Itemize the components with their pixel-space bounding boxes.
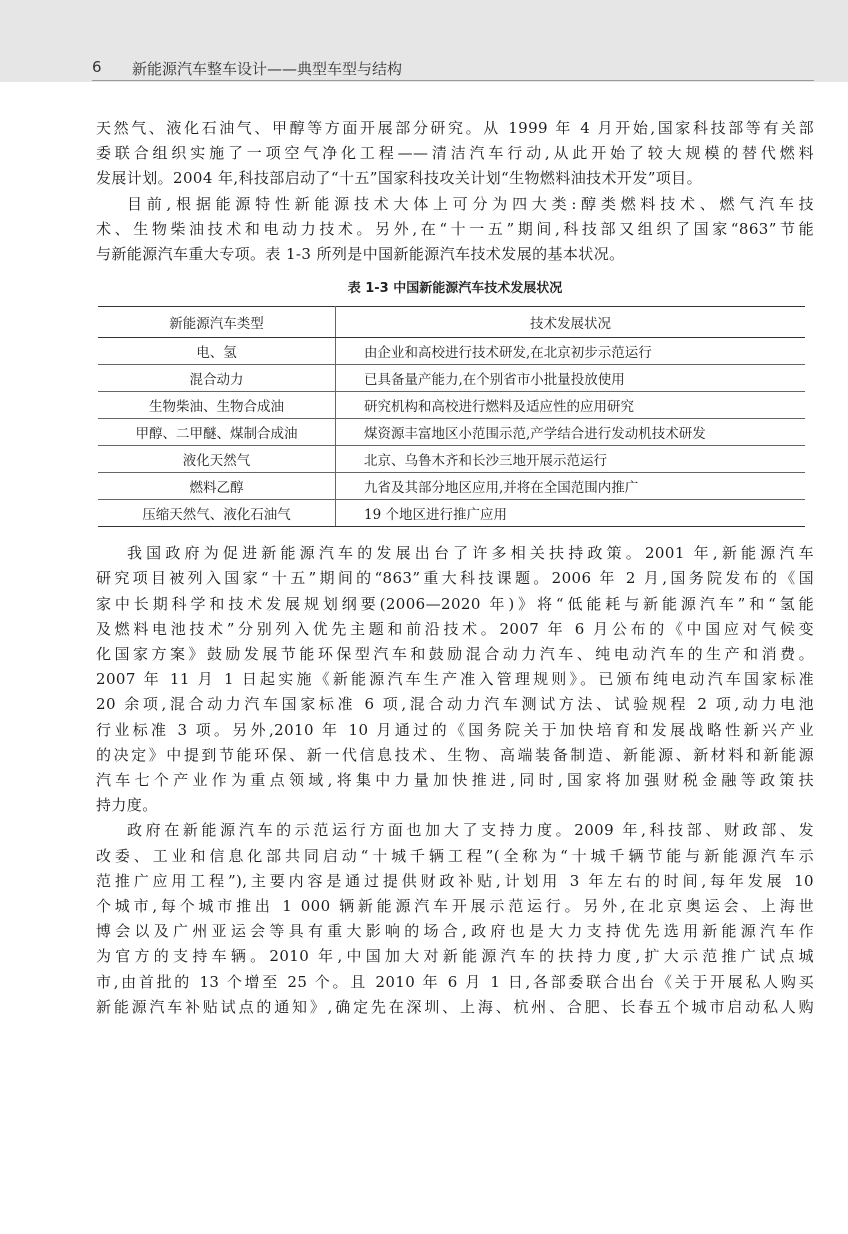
text-line: 目前,根据能源特性新能源技术大体上可分为四大类:醇类燃料技术、燃气汽车技: [127, 194, 814, 213]
paragraph-1: [96, 116, 814, 192]
text-line: 政府在新能源汽车的示范运行方面也加大了支持力度。2009 年,科技部、财政部、发: [127, 821, 814, 840]
text-line: 委联合组织实施了一项空气净化工程——清洁汽车行动,从此开始了较大规模的替代燃料: [96, 144, 814, 163]
text-line: 市,由首批的 13 个增至 25 个。且 2010 年 6 月 1 日,各部委联合出台《关于开展私人购买: [96, 972, 814, 991]
status-cell: 煤资源丰富地区小范围示范,产学结合进行发动机技术研发: [336, 419, 806, 446]
text-line: 及燃料电池技术”分别列入优先主题和前沿技术。2007 年 6 月公布的《中国应对气候变: [96, 619, 814, 638]
table-row: [98, 446, 805, 473]
text-line: 20 余项,混合动力汽车国家标准 6 项,混合动力汽车测试方法、试验规程 2 项,动力电池: [96, 695, 814, 714]
vehicle-type-cell: 燃料乙醇: [98, 473, 336, 500]
vehicle-type-cell: 电、氢: [98, 338, 336, 365]
table-row: [98, 392, 805, 419]
column-header-type: 新能源汽车类型: [98, 307, 336, 338]
text-line: 持力度。: [96, 796, 158, 815]
page-number: 6: [92, 58, 102, 76]
table-row: [98, 338, 805, 365]
text-line: 汽车七个产业作为重点领域,将集中力量加快推进,同时,国家将加强财税金融等政策扶: [96, 771, 814, 790]
vehicle-type-cell: 生物柴油、生物合成油: [98, 392, 336, 419]
status-cell: 已具备量产能力,在个别省市小批量投放使用: [336, 365, 806, 392]
paragraph-3: [96, 541, 814, 818]
text-line: 新能源汽车补贴试点的通知》,确定先在深圳、上海、杭州、合肥、长春五个城市启动私人购: [96, 997, 814, 1016]
paragraph-4: [96, 818, 814, 1020]
text-line: 范推广应用工程”),主要内容是通过提供财政补贴,计划用 3 年左右的时间,每年发展 10: [96, 871, 814, 890]
status-cell: 北京、乌鲁木齐和长沙三地开展示范运行: [336, 446, 806, 473]
status-cell: 九省及其部分地区应用,并将在全国范围内推广: [336, 473, 806, 500]
column-header-status: 技术发展状况: [336, 307, 806, 338]
text-line: 发展计划。2004 年,科技部启动了“十五”国家科技攻关计划“生物燃料油技术开发”项目。: [96, 169, 702, 188]
text-line: 术、生物柴油技术和电动力技术。另外,在“十一五”期间,科技部又组织了国家“863”节能: [96, 219, 814, 238]
text-line: 与新能源汽车重大专项。表 1-3 所列是中国新能源汽车技术发展的基本状况。: [96, 245, 625, 264]
table-header-row: [98, 307, 805, 338]
header-rule: [92, 80, 814, 81]
table-caption: 表 1-3 中国新能源汽车技术发展状况: [347, 281, 563, 297]
page-body: [96, 116, 814, 1020]
text-line: 我国政府为促进新能源汽车的发展出台了许多相关扶持政策。2001 年,新能源汽车: [127, 544, 814, 563]
text-line: 改委、工业和信息化部共同启动“十城千辆工程”(全称为“十城千辆节能与新能源汽车示: [96, 846, 814, 865]
text-line: 为官方的支持车辆。2010 年,中国加大对新能源汽车的扶持力度,扩大示范推广试点城: [96, 947, 814, 966]
status-cell: 研究机构和高校进行燃料及适应性的应用研究: [336, 392, 806, 419]
table-row: [98, 419, 805, 446]
vehicle-type-cell: 液化天然气: [98, 446, 336, 473]
text-line: 化国家方案》鼓励发展节能环保型汽车和鼓励混合动力汽车、纯电动汽车的生产和消费。: [96, 645, 814, 664]
running-header: [0, 0, 848, 82]
status-cell: 由企业和高校进行技术研发,在北京初步示范运行: [336, 338, 806, 365]
vehicle-type-cell: 压缩天然气、液化石油气: [98, 500, 336, 527]
running-title: 新能源汽车整车设计——典型车型与结构: [132, 60, 403, 78]
text-line: 研究项目被列入国家“十五”期间的“863”重大科技课题。2006 年 2 月,国务院发布的《国: [96, 569, 814, 588]
text-line: 行业标准 3 项。另外,2010 年 10 月通过的《国务院关于加快培育和发展战略性新兴产业: [96, 720, 814, 739]
table-row: [98, 365, 805, 392]
text-line: 的决定》中提到节能环保、新一代信息技术、生物、高端装备制造、新能源、新材料和新能源: [96, 745, 814, 764]
vehicle-type-cell: 混合动力: [98, 365, 336, 392]
text-line: 2007 年 11 月 1 日起实施《新能源汽车生产准入管理规则》。已颁布纯电动汽车国家标准: [96, 670, 814, 689]
text-line: 家中长期科学和技术发展规划纲要(2006—2020 年)》将“低能耗与新能源汽车”和“氢能: [96, 594, 814, 613]
table-row: [98, 473, 805, 500]
technology-status-table: [98, 306, 805, 527]
paragraph-2: [96, 192, 814, 268]
table-row: [98, 500, 805, 527]
text-line: 博会以及广州亚运会等具有重大影响的场合,政府也是大力支持优先选用新能源汽车作: [96, 922, 814, 941]
text-line: 天然气、液化石油气、甲醇等方面开展部分研究。从 1999 年 4 月开始,国家科技部等有关部: [96, 119, 814, 137]
status-cell: 19 个地区进行推广应用: [336, 500, 806, 527]
text-line: 个城市,每个城市推出 1 000 辆新能源汽车开展示范运行。另外,在北京奥运会、上海世: [96, 897, 814, 916]
vehicle-type-cell: 甲醇、二甲醚、煤制合成油: [98, 419, 336, 446]
